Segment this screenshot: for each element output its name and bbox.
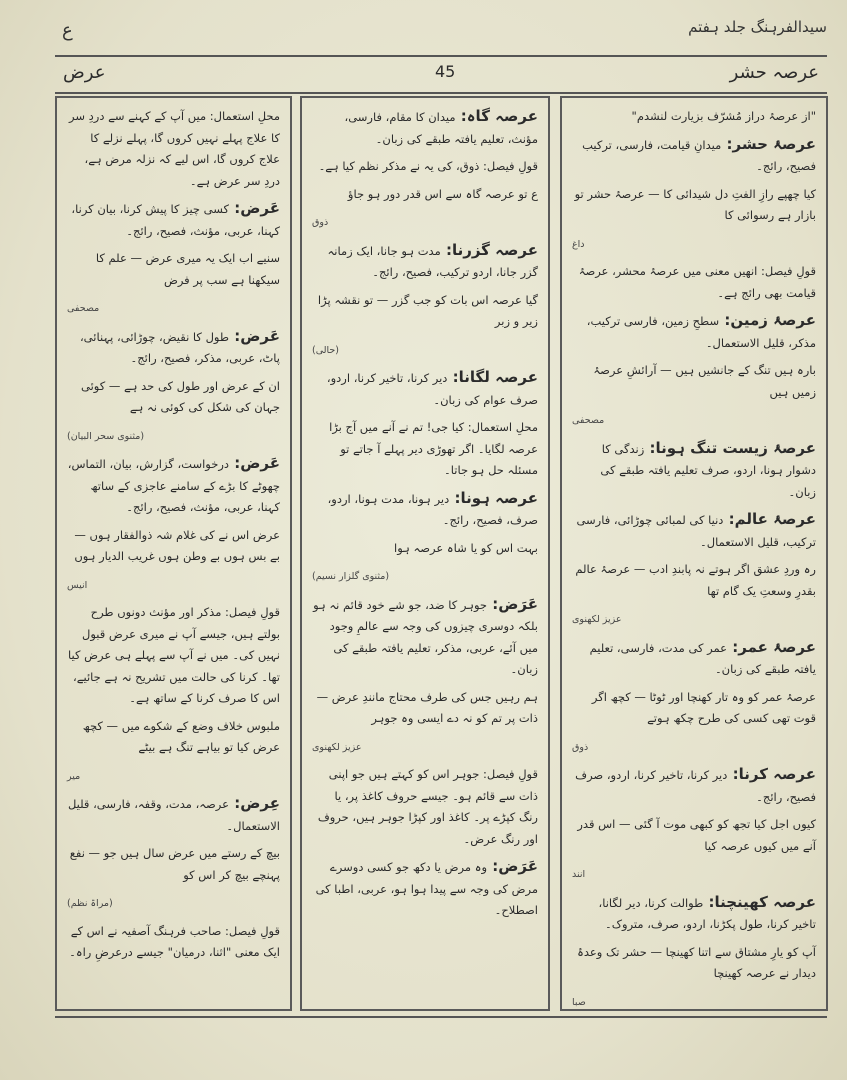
entry-text: قولِ فیصل: مذکر اور مؤنث دونوں طرح بولتے ہیں، جیسے آپ نے میری عرض قبول نہیں کی۔ میں نے آپ سے پہلے ہی عرض کیا تھا۔ کرنا کی حالت میں تشریح نہ ہے جائیے، اس کا صرف کرنا کے ساتھ ہے۔ [68, 605, 280, 705]
dictionary-entry [572, 261, 816, 304]
entry-text: سطحِ زمین، فارسی ترکیب، مذکر، قلیل الاستعمال۔ [586, 314, 816, 350]
poet-attribution: میر [67, 770, 81, 782]
page-number: 45 [435, 62, 456, 81]
dictionary-entry [312, 106, 538, 150]
dictionary-entry [312, 240, 538, 284]
entry-text: طول کا نقیض، چوڑائی، پہنائی، پاٹ، عربی، مذکر، فصیح، رائج۔ [79, 329, 280, 365]
dictionary-entry [67, 297, 280, 320]
entry-text: کسی چیز کا پیش کرنا، بیان کرنا، کہنا، عربی، مؤنث، فصیح، رائج۔ [71, 202, 280, 238]
entry-headword: عرصہ کرنا: [727, 765, 816, 783]
entry-headword: عرصۂ عالم: [723, 510, 816, 528]
entry-headword: عرصۂ عمر: [727, 637, 816, 656]
entry-headword: عرصہ گاہ: [455, 107, 538, 125]
poet-attribution: (حالی) [312, 344, 339, 356]
dictionary-entry [572, 438, 816, 504]
entry-text: مدت ہو جانا، ایک زمانہ گزر جانا، اردو ترکیب، فصیح، رائج۔ [327, 243, 538, 279]
column-center [300, 96, 550, 1011]
dictionary-entry [67, 425, 280, 448]
entry-text: دیر کرنا، تاخیر کرنا، اردو، صرف عوام کی زبان۔ [326, 371, 538, 407]
entry-text: وہ مرض یا دکھ جو کسی دوسرے مرض کی وجہ سے پیدا ہوا ہو، عربی، اطبا کی اصطلاح۔ [315, 860, 538, 917]
dictionary-entry [312, 764, 538, 850]
entry-headword: عرصہ کھینچنا: [703, 892, 816, 911]
first-headword: عرصہ حشر [729, 62, 819, 83]
dictionary-entry [67, 843, 280, 886]
last-headword: عرض [63, 62, 106, 83]
entry-headword: عرصۂ زیست تنگ ہونا: [644, 438, 816, 457]
poet-attribution: (مثنوی سحر البیان) [67, 430, 145, 442]
header-rule-bottom [55, 92, 827, 94]
entry-text: محلِ استعمال: میں آپ کے کہنے سے دردِ سر کا علاج پہلے نہیں کروں گا، پہلے نزلے کا علاج کروں گا، اس لیے کہ نزلہ مرض ہے، دردِ سر عرض ہے۔ [69, 109, 280, 188]
book-title: سیدالفرہنگ جلد ہفتم [688, 18, 827, 36]
dictionary-entry [572, 360, 816, 403]
entry-text: سنیے اب ایک یہ میری عرض — علم کا سیکھنا ہے سب پر فرض [95, 251, 280, 287]
poet-attribution: داغ [572, 238, 585, 250]
dictionary-entry [572, 409, 816, 432]
poet-attribution: ذوق [312, 217, 329, 228]
entry-text: قولِ فیصل: انھیں معنی میں عرصۂ محشر، عرصۂ قیامت بھی رائج ہے۔ [578, 264, 816, 300]
dictionary-entry [572, 637, 816, 681]
dictionary-entry [67, 453, 280, 519]
dictionary-entry [67, 793, 280, 837]
entry-text: طوالت کرنا، دیر لگانا، تاخیر کرنا، طول پکڑنا، اردو، صرف، متروک۔ [598, 895, 816, 931]
poet-attribution: (مثنوی گلزار نسیم) [312, 571, 390, 582]
poet-attribution: انند [572, 869, 586, 880]
dictionary-entry [312, 594, 538, 681]
dictionary-entry [67, 248, 280, 291]
dictionary-entry [312, 211, 538, 234]
entry-text: دیر کرنا، تاخیر کرنا، اردو، صرف فصیح، رائج۔ [575, 768, 816, 804]
dictionary-entry [67, 326, 280, 370]
entry-text: درخواست، گزارش، بیان، التماس، چھوٹے کا بڑے کے سامنے عاجزی کے ساتھ کہنا، عربی، مؤنث، فصیح، رائج۔ [67, 457, 280, 514]
dictionary-entry [67, 574, 280, 597]
dictionary-entry [572, 736, 816, 759]
dictionary-entry [572, 106, 816, 128]
poet-attribution: مصحفی [67, 303, 100, 314]
dictionary-entry [67, 765, 280, 788]
dictionary-entry [312, 565, 538, 588]
dictionary-entry [572, 134, 816, 178]
entry-headword: عَرض: [229, 454, 280, 472]
entry-text: بیچ کے رستے میں عرض سال ہیں جو — نفع پہنچے بیچ کر اس کو [69, 846, 280, 882]
running-header [62, 18, 827, 44]
entry-text: آپ کو یارِ مشتاق سے اتنا کھینچا — حشر تک وعدۂ دیدار نے عرصہ کھینچا [577, 944, 816, 980]
entry-text: قولِ فیصل: صاحب فرہنگ آصفیہ نے اس کے ایک معنی "اثنا، درمیان" جیسے درعرضِ راہ۔ [69, 923, 280, 959]
entry-headword: عَرَض: [487, 857, 538, 875]
entry-text: کیا چھپے رازِ الفتِ دل شیدائی کا — عرصۂ حشر تو بازار ہے رسوائی کا [574, 186, 816, 222]
dictionary-entry [312, 736, 538, 759]
dictionary-entry [572, 942, 816, 985]
poet-attribution: ذوق [572, 741, 589, 753]
entry-text: قولِ فیصل: جوہر اس کو کہتے ہیں جو اپنی ذات سے قائم ہو۔ جیسے حروف کاغذ پر، یا رنگ کپڑے پر۔ کاغذ اور کپڑا جوہر ہیں، حروف اور رنگ عرض۔ [317, 767, 538, 846]
entry-text: "از عرصۂ دراز مُشرّف بزیارت لنشدم" [631, 109, 816, 123]
entry-headword: عرصہ ہونا: [449, 488, 538, 507]
entry-headword: عرصۂ زمین: [719, 311, 816, 329]
dictionary-entry [312, 156, 538, 178]
dictionary-entry [572, 863, 816, 886]
header-rule-top [55, 55, 827, 57]
entry-text: بہت اس کو یا شاہ عرصہ ہوا [394, 540, 538, 555]
entry-text: عرض اس نے کی غلام شہ ذوالفقار ہوں — بے بس ہوں بے وطن ہوں غریب الدیار ہوں [74, 527, 280, 563]
entry-headword: عَرض: [229, 326, 280, 345]
dictionary-entry [67, 198, 280, 242]
entry-headword: عِرض: [229, 794, 280, 812]
dictionary-entry [572, 764, 816, 808]
entry-text: عمر کی مدت، فارسی، تعلیم یافتہ طبقے کی زبان۔ [589, 640, 816, 676]
dictionary-entry [312, 184, 538, 206]
page-header-row [55, 62, 827, 90]
poet-attribution: عزیز لکھنوی [572, 614, 622, 625]
entry-text: رہ وردِ عشق اگر ہوتے نہ پابندِ ادب — عرصۂ عالم بقدرِ وسعتِ یک گام تھا [575, 562, 816, 598]
footer-rule [55, 1016, 827, 1018]
entry-text: ان کے عرض اور طول کی حد ہے — کوئی جہان کی شکل کی کوئی نہ ہے [81, 378, 280, 414]
entry-headword: عرصہ لگانا: [447, 368, 538, 386]
entry-headword: عَرض: [229, 199, 280, 217]
dictionary-entry [312, 290, 538, 333]
dictionary-entry [312, 856, 538, 922]
dictionary-entry [67, 376, 280, 419]
dictionary-entry [572, 687, 816, 730]
column-right [560, 96, 828, 1011]
entry-text: گیا عرصہ اس بات کو جب گزر — تو نقشہ پڑا زیر و زبر [317, 292, 538, 328]
dictionary-entry [312, 367, 538, 411]
dictionary-entry [312, 339, 538, 362]
dictionary-entry [67, 525, 280, 568]
poet-attribution: صبا [572, 996, 586, 1008]
dictionary-entry [67, 716, 280, 759]
entry-text: میدانِ قیامت، فارسی، ترکیب فصیح، رائج۔ [582, 137, 816, 173]
dictionary-entry [572, 310, 816, 354]
dictionary-entry [312, 488, 538, 532]
entry-text: قولِ فیصل: ذوق، کی یہ نے مذکر نظم کیا ہے۔ [318, 159, 538, 173]
entry-text: میدان کا مقام، فارسی، مؤنث، تعلیم یافتہ طبقے کی زبان۔ [344, 110, 538, 146]
entry-text: محلِ استعمال: کیا جی! تم نے آنے میں آج بڑا عرصہ لگایا۔ اگر تھوڑی دیر پہلے آ جاتے تو مسئلہ حل ہو جاتا۔ [329, 420, 538, 477]
entry-text: عرصۂ عمر کو وہ تار کھنچا اور ٹوٹا — کچھ اگر قوت تھی کسی کی طرح چکھ ہوتے [591, 689, 816, 725]
dictionary-entry [67, 921, 280, 964]
poet-attribution: انیس [67, 579, 88, 591]
dictionary-entry [572, 509, 816, 553]
dictionary-entry [572, 559, 816, 602]
poet-attribution: (مراۃ نظم) [67, 898, 113, 909]
poet-attribution: عزیز لکھنوی [312, 741, 362, 753]
dictionary-entry [572, 814, 816, 857]
entry-text: زندگی کا دشوار ہونا، اردو، صرف تعلیم یافتہ طبقے کی زبان۔ [600, 441, 816, 499]
section-letter: ع [62, 20, 73, 41]
dictionary-entry [312, 687, 538, 730]
entry-text: ملبوس خلاف وضع کے شکوے میں — کچھ عرض کیا تو بیاہے تنگ ہے بیٹے [82, 718, 280, 754]
entry-text: عرصہ، مدت، وقفہ، فارسی، قلیل الاستعمال۔ [67, 797, 280, 833]
dictionary-entry [67, 106, 280, 192]
dictionary-entry [67, 602, 280, 710]
dictionary-entry [572, 991, 816, 1012]
entry-text: ع تو عرصہ گاہ سے اس قدر دور ہو جاؤ [347, 186, 538, 201]
dictionary-entry [572, 233, 816, 256]
entry-headword: عرصۂ حشر: [721, 134, 816, 153]
entry-text: بارہ ہیں تنگ کے جانشیں ہیں — آرائشِ عرصۂ زمیں ہیں [593, 363, 816, 399]
entry-text: ہم رہیں جس کی طرف محتاج مانندِ عرض — ذات پر تم کو نہ دے ایسی وہ جوہر [316, 689, 538, 725]
poet-attribution: مصحفی [572, 415, 605, 426]
entry-text: دیر ہونا، مدت ہونا، اردو، صرف، فصیح، رائج۔ [327, 491, 538, 527]
entry-text: جوہر کا ضد، جو شے خود قائم نہ ہو بلکہ دوسری چیزوں کی وجہ سے عالمِ وجود میں آئے، عربی، مذکر، تعلیم یافتہ طبقے کی زبان۔ [313, 597, 538, 676]
entry-headword: عرصہ گزرنا: [440, 240, 538, 259]
entry-text: کیوں اجل کیا تجھ کو کبھی موت آ گئی — اس قدر آنے میں کیوں عرصہ کیا [577, 817, 816, 853]
dictionary-entry [572, 608, 816, 631]
column-left [55, 96, 292, 1011]
dictionary-entry [572, 892, 816, 936]
dictionary-entry [312, 417, 538, 482]
dictionary-entry [67, 892, 280, 915]
entry-text: دنیا کی لمبائی چوڑائی، فارسی ترکیب، قلیل الاستعمال۔ [576, 513, 816, 549]
dictionary-entry [312, 538, 538, 560]
dictionary-entry [572, 184, 816, 227]
entry-headword: عَرَض: [487, 594, 538, 613]
